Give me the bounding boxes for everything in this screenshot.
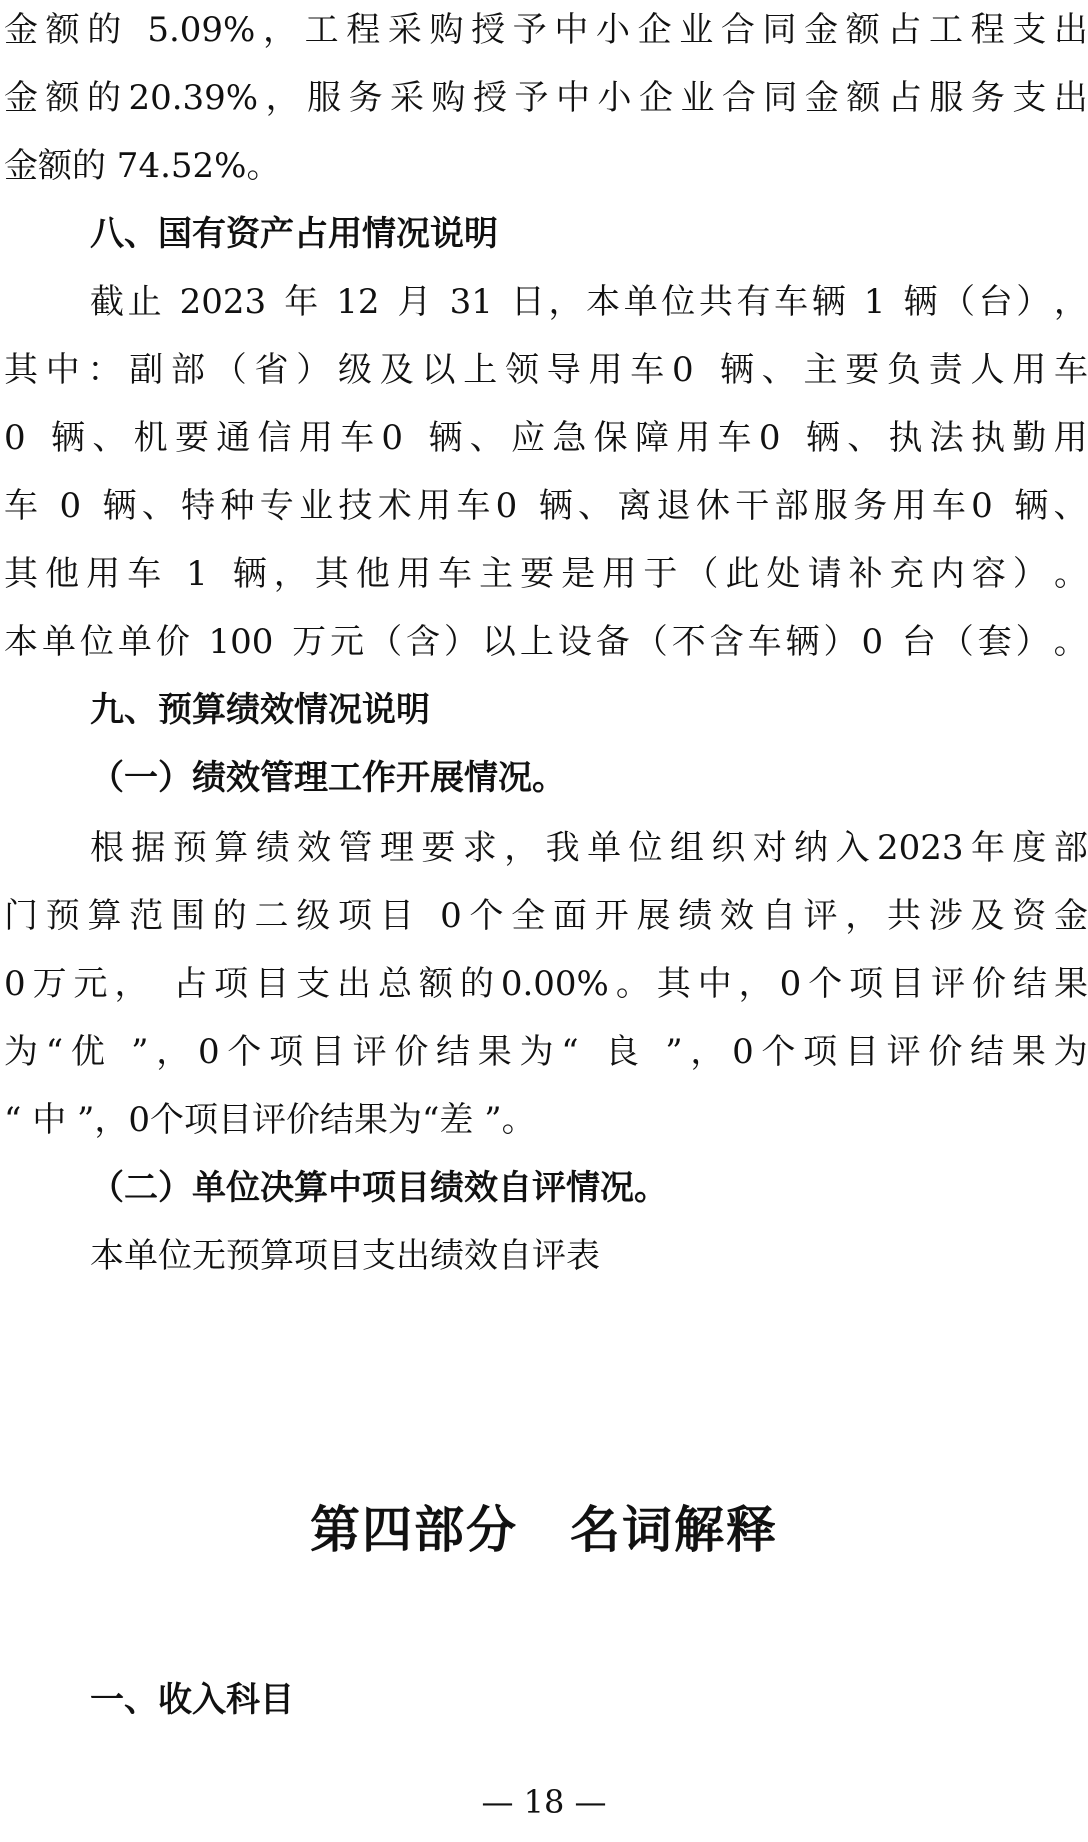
body-text-line: 为 “ 优 ” ， 0 个 项 目 评 价 结 果 为 “ 良 ” ， 0 个 项 目 评 价 结 果 为 — [4, 1032, 1088, 1072]
body-text-line: “ 中 ”，0个项目评价结果为“差 ”。 — [4, 1100, 536, 1140]
body-text-line: 截 止 2023 年 12 月 31 日 ， 本 单 位 共 有 车 辆 1 辆 （ 台 ） ， — [90, 282, 1088, 322]
section-heading: 一、收入科目 — [90, 1680, 294, 1720]
body-text-line: 其 中 ： 副 部 （ 省 ） 级 及 以 上 领 导 用 车 0 辆 、 主 要 负 责 人 用 车 — [4, 350, 1088, 390]
subsection-heading: （二）单位决算中项目绩效自评情况。 — [90, 1168, 668, 1208]
body-text-line: 本单位无预算项目支出绩效自评表 — [90, 1236, 600, 1276]
page-number: — 18 — — [481, 1783, 607, 1821]
body-text-line: 门 预 算 范 围 的 二 级 项 目 0 个 全 面 开 展 绩 效 自 评 ， 共 涉 及 资 金 — [4, 896, 1088, 936]
body-text-line: 0 辆 、 机 要 通 信 用 车 0 辆 、 应 急 保 障 用 车 0 辆 、 执 法 执 勤 用 — [4, 418, 1088, 458]
body-text-line: 金 额 的 20.39% ， 服 务 采 购 授 予 中 小 企 业 合 同 金 额 占 服 务 支 出 — [4, 78, 1088, 118]
body-text-line: 其 他 用 车 1 辆 ， 其 他 用 车 主 要 是 用 于 （ 此 处 请 补 充 内 容 ） 。 — [4, 554, 1088, 594]
body-text-line: 金额的 74.52%。 — [4, 146, 281, 186]
section-heading: 八、国有资产占用情况说明 — [90, 214, 498, 254]
part-title: 第四部分 名词解释 — [310, 1501, 778, 1559]
body-text-line: 根 据 预 算 绩 效 管 理 要 求 ， 我 单 位 组 织 对 纳 入 2023 年 度 部 — [90, 828, 1088, 868]
subsection-heading: （一）绩效管理工作开展情况。 — [90, 758, 566, 798]
body-text-line: 本 单 位 单 价 100 万 元 （ 含 ） 以 上 设 备 （ 不 含 车 辆 ） 0 台 （ 套 ） 。 — [4, 622, 1088, 662]
body-text-line: 0 万 元 ， 占 项 目 支 出 总 额 的 0.00% 。 其 中 ， 0 个 项 目 评 价 结 果 — [4, 964, 1088, 1004]
body-text-line: 车 0 辆 、 特 种 专 业 技 术 用 车 0 辆 、 离 退 休 干 部 服 务 用 车 0 辆 、 — [4, 486, 1088, 526]
section-heading: 九、预算绩效情况说明 — [90, 690, 430, 730]
body-text-line: 金 额 的 5.09% ， 工 程 采 购 授 予 中 小 企 业 合 同 金 额 占 工 程 支 出 — [4, 10, 1088, 50]
